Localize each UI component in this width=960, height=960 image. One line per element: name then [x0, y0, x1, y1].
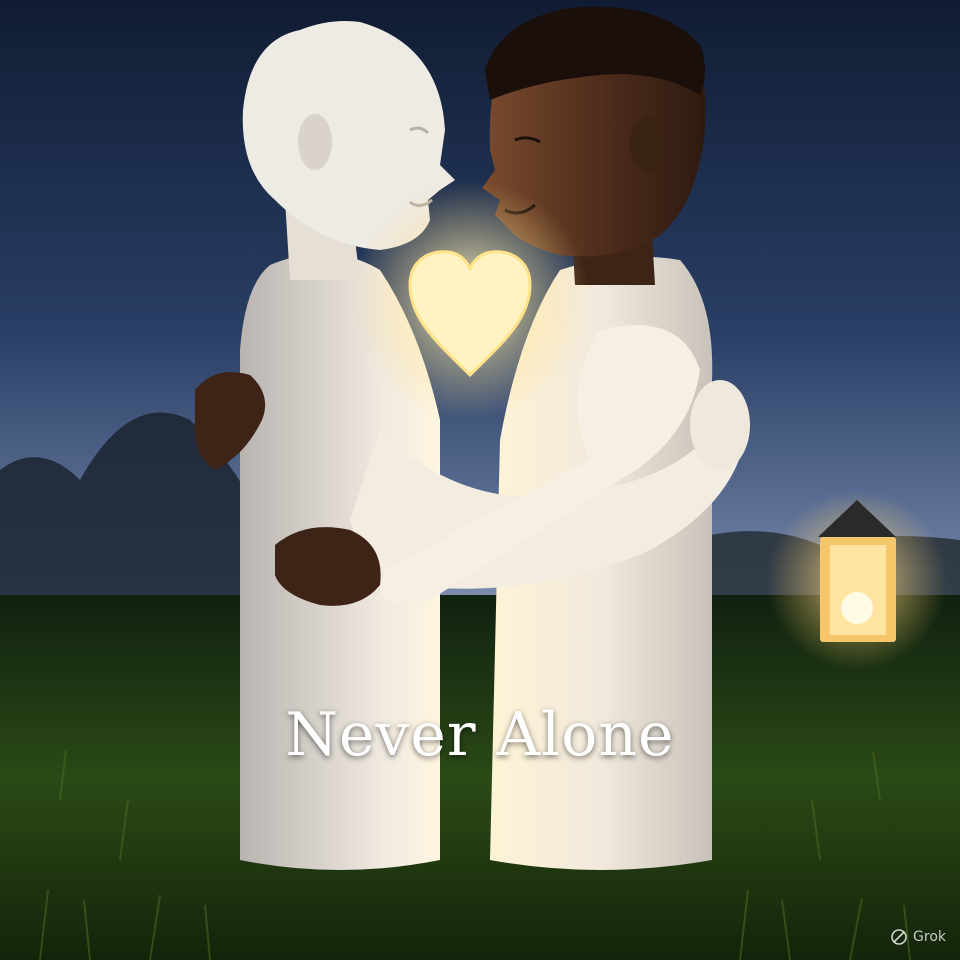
grok-logo-icon [890, 928, 908, 946]
watermark [890, 928, 946, 946]
caption-title: Never Alone [285, 700, 675, 770]
watermark-label: Grok [913, 929, 946, 945]
